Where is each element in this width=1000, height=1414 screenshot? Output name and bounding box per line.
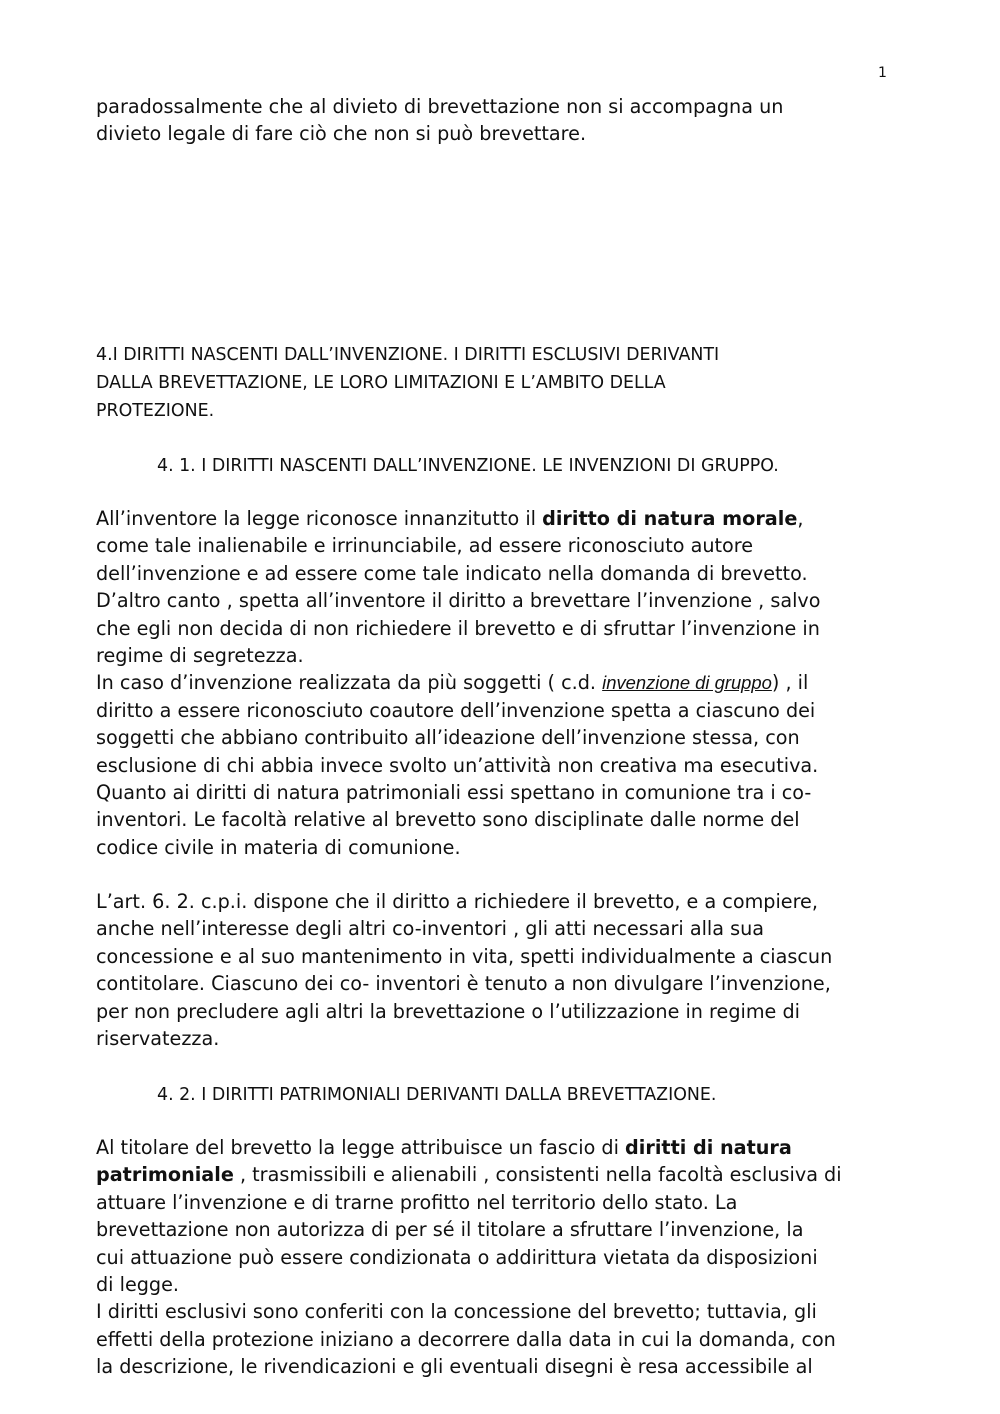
- section-4-2-paragraph-1: [96, 1134, 906, 1381]
- intro-paragraph: [96, 93, 906, 148]
- heading-line: 4.I DIRITTI NASCENTI DALL’INVENZIONE. I DIRITTI ESCLUSIVI DERIVANTI: [96, 345, 720, 365]
- text-line: dell’invenzione e ad essere come tale indicato nella domanda di brevetto.: [96, 561, 808, 585]
- text-line: brevettazione non autorizza di per sé il titolare a sfruttare l’invenzione, la: [96, 1218, 804, 1242]
- text-line: I diritti esclusivi sono conferiti con la concessione del brevetto; tuttavia, gli: [96, 1300, 817, 1324]
- text-line: effetti della protezione iniziano a decorrere dalla data in cui la domanda, con: [96, 1327, 836, 1351]
- text-line: di legge.: [96, 1273, 180, 1297]
- text-line: codice civile in materia di comunione.: [96, 835, 461, 859]
- text-line: Al titolare del brevetto la legge attribuisce un fascio di diritti di natura: [96, 1136, 792, 1159]
- emphasized-term: invenzione di gruppo: [602, 672, 772, 694]
- text-line: come tale inalienabile e irrinunciabile, ad essere riconosciuto autore: [96, 534, 754, 558]
- section-4-1-title: 4. 1. I DIRITTI NASCENTI DALL’INVENZIONE. LE INVENZIONI DI GRUPPO.: [157, 456, 779, 476]
- text-line: paradossalmente che al divieto di brevettazione non si accompagna un: [96, 95, 784, 118]
- text-line: concessione e al suo mantenimento in vita, spetti individualmente a ciascun: [96, 944, 833, 968]
- text-line: la descrizione, le rivendicazioni e gli eventuali disegni è resa accessibile al: [96, 1355, 813, 1379]
- text-line: attuare l’invenzione e di trarne profitto nel territorio dello stato. La: [96, 1190, 738, 1214]
- page-number: 1: [878, 65, 887, 81]
- section-4-1-paragraph-3: [96, 888, 906, 1052]
- text-line: riservatezza.: [96, 1027, 220, 1051]
- text-line: anche nell’interesse degli altri co-inventori , gli atti necessari alla sua: [96, 917, 765, 941]
- bold-term: diritti di natura: [625, 1136, 792, 1159]
- section-4-title: [96, 342, 719, 425]
- section-4-1-paragraph-1: [96, 505, 906, 861]
- text-line: diritto a essere riconosciuto coautore dell’invenzione spetta a ciascuno dei: [96, 698, 816, 722]
- text-line: cui attuazione può essere condizionata o addirittura vietata da disposizioni: [96, 1245, 818, 1269]
- text-line: soggetti che abbiano contribuito all’ideazione dell’invenzione stessa, con: [96, 726, 800, 750]
- text-line: All’inventore la legge riconosce innanzitutto il diritto di natura morale,: [96, 507, 804, 530]
- bold-term: patrimoniale: [96, 1163, 234, 1187]
- heading-line: PROTEZIONE.: [96, 400, 215, 421]
- text-line: che egli non decida di non richiedere il brevetto e di sfruttar l’invenzione in: [96, 616, 820, 640]
- bold-term: diritto di natura morale: [542, 507, 798, 530]
- text-line: patrimoniale , trasmissibili e alienabili , consistenti nella facoltà esclusiva di: [96, 1163, 842, 1187]
- section-4-2-title: 4. 2. I DIRITTI PATRIMONIALI DERIVANTI DALLA BREVETTAZIONE.: [157, 1085, 717, 1105]
- text-line: L’art. 6. 2. c.p.i. dispone che il diritto a richiedere il brevetto, e a compiere,: [96, 890, 818, 913]
- text-line: In caso d’invenzione realizzata da più soggetti ( c.d. invenzione di gruppo) , il: [96, 671, 809, 695]
- text-line: divieto legale di fare ciò che non si può brevettare.: [96, 122, 587, 146]
- text-line: contitolare. Ciascuno dei co- inventori è tenuto a non divulgare l’invenzione,: [96, 972, 831, 996]
- text-line: per non precludere agli altri la brevettazione o l’utilizzazione in regime di: [96, 999, 800, 1023]
- heading-line: DALLA BREVETTAZIONE, LE LORO LIMITAZIONI E L’AMBITO DELLA: [96, 372, 666, 393]
- text-line: regime di segretezza.: [96, 644, 304, 668]
- text-line: inventori. Le facoltà relative al brevetto sono disciplinate dalle norme del: [96, 808, 800, 832]
- text-line: Quanto ai diritti di natura patrimoniali essi spettano in comunione tra i co-: [96, 781, 812, 805]
- text-line: D’altro canto , spetta all’inventore il diritto a brevettare l’invenzione , salvo: [96, 589, 821, 613]
- text-line: esclusione di chi abbia invece svolto un’attività non creativa ma esecutiva.: [96, 753, 819, 777]
